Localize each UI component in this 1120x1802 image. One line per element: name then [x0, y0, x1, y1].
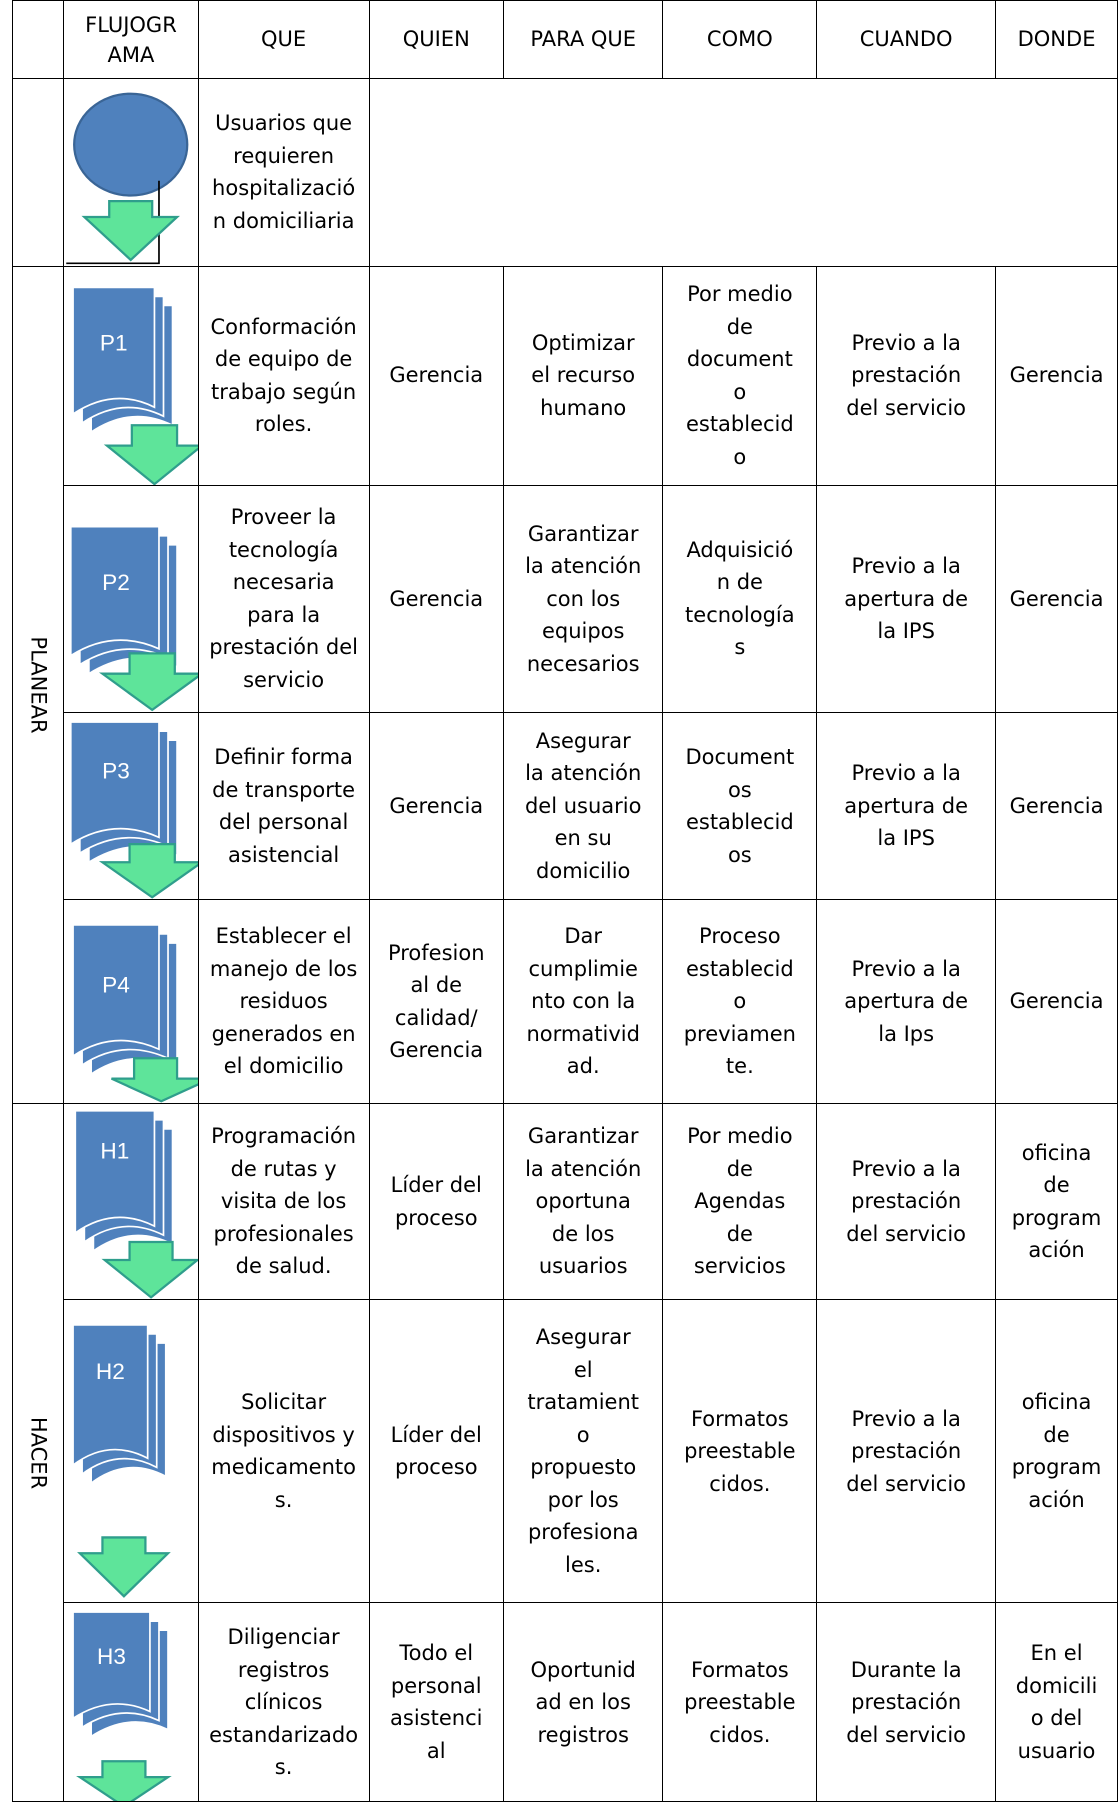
cuando-p4: Previo a la apertura de la Ips — [817, 900, 996, 1103]
step-row-p4 — [13, 900, 1118, 1103]
flow-cell-p1 — [64, 266, 198, 485]
down-arrow-icon — [85, 201, 178, 260]
flow-cell-p3 — [64, 712, 198, 900]
como-h1: Por medio de Agendas de servicios — [663, 1103, 817, 1300]
quien-p4: Profesion al de calidad/ Gerencia — [369, 900, 503, 1103]
flow-shape-h2 — [64, 1300, 197, 1602]
down-arrow-icon — [80, 1538, 168, 1597]
que-p2: Proveer la tecnología necesaria para la prestación del servicio — [198, 485, 369, 712]
down-arrow-icon — [103, 844, 198, 897]
process-table — [12, 0, 1118, 1802]
down-arrow-icon — [105, 1242, 198, 1297]
start-terminator-icon — [74, 94, 187, 196]
step-row-p1 — [13, 266, 1118, 485]
para-que-h2: Asegurar el tratamient o propuesto por los profesiona les. — [503, 1300, 662, 1603]
como-p4: Proceso establecid o previamen te. — [663, 900, 817, 1103]
down-arrow-icon — [112, 1059, 198, 1102]
flow-cell-h1 — [64, 1103, 198, 1300]
header-phase — [13, 1, 64, 79]
quien-h2: Líder del proceso — [369, 1300, 503, 1603]
que-h3: Diligenciar registros clínicos estandarizado s. — [198, 1603, 369, 1802]
step-code: P2 — [102, 569, 131, 595]
donde-h2: oficina de program ación — [996, 1300, 1118, 1603]
step-code: P1 — [100, 330, 128, 356]
start-empty-cell — [369, 79, 1117, 267]
como-p3: Document os establecid os — [663, 712, 817, 900]
step-code: H1 — [100, 1138, 130, 1164]
como-p1: Por medio de document o establecid o — [663, 266, 817, 485]
flow-shape-p1 — [64, 267, 197, 485]
header-cuando: CUANDO — [817, 1, 996, 79]
como-p2: Adquisició n de tecnología s — [663, 485, 817, 712]
header-como: COMO — [663, 1, 817, 79]
header-donde: DONDE — [996, 1, 1118, 79]
flow-cell-p2 — [64, 485, 198, 712]
para-que-h3: Oportunid ad en los registros — [503, 1603, 662, 1802]
flow-shape-h1 — [64, 1104, 197, 1300]
como-h3: Formatos preestable cidos. — [663, 1603, 817, 1802]
flow-cell-p4 — [64, 900, 198, 1103]
donde-h3: En el domicili o del usuario — [996, 1603, 1118, 1802]
que-p4: Establecer el manejo de los residuos generados en el domicilio — [198, 900, 369, 1103]
cuando-h1: Previo a la prestación del servicio — [817, 1103, 996, 1300]
quien-p3: Gerencia — [369, 712, 503, 900]
para-que-h1: Garantizar la atención oportuna de los usuarios — [503, 1103, 662, 1300]
step-code: P4 — [102, 973, 131, 999]
quien-h1: Líder del proceso — [369, 1103, 503, 1300]
que-p1: Conformación de equipo de trabajo según roles. — [198, 266, 369, 485]
step-code: H3 — [97, 1644, 127, 1670]
flow-shape-p2 — [64, 486, 197, 712]
para-que-p1: Optimizar el recurso humano — [503, 266, 662, 485]
step-row-p3 — [13, 712, 1118, 900]
flow-shape-p3 — [64, 713, 197, 900]
donde-p1: Gerencia — [996, 266, 1118, 485]
como-h2: Formatos preestable cidos. — [663, 1300, 817, 1603]
donde-p4: Gerencia — [996, 900, 1118, 1103]
phase-hacer — [13, 1103, 64, 1801]
step-row-h3 — [13, 1603, 1118, 1802]
phase-label: PLANEAR — [26, 636, 51, 734]
start-phase-cell — [13, 79, 64, 267]
start-row — [13, 79, 1118, 267]
start-que: Usuarios que requieren hospitalizació n domiciliaria — [198, 79, 369, 267]
flow-cell-h2 — [64, 1300, 198, 1603]
para-que-p3: Asegurar la atención del usuario en su domicilio — [503, 712, 662, 900]
header-para-que: PARA QUE — [503, 1, 662, 79]
que-p3: Definir forma de transporte del personal asistencial — [198, 712, 369, 900]
quien-h3: Todo el personal asistenci al — [369, 1603, 503, 1802]
donde-p2: Gerencia — [996, 485, 1118, 712]
header-que: QUE — [198, 1, 369, 79]
quien-p2: Gerencia — [369, 485, 503, 712]
start-flow-shape — [64, 79, 197, 266]
para-que-p4: Dar cumplimie nto con la normativid ad. — [503, 900, 662, 1103]
flow-shape-p4 — [64, 900, 197, 1102]
cuando-p1: Previo a la prestación del servicio — [817, 266, 996, 485]
header-quien: QUIEN — [369, 1, 503, 79]
flow-shape-h3 — [64, 1603, 197, 1801]
step-row-p2 — [13, 485, 1118, 712]
header-flujograma: FLUJOGR AMA — [64, 1, 198, 79]
cuando-p2: Previo a la apertura de la IPS — [817, 485, 996, 712]
flow-cell-h3 — [64, 1603, 198, 1802]
phase-label: HACER — [26, 1416, 51, 1489]
start-flow-cell — [64, 79, 198, 267]
header-row — [13, 1, 1118, 79]
donde-h1: oficina de program ación — [996, 1103, 1118, 1300]
que-h2: Solicitar dispositivos y medicamento s. — [198, 1300, 369, 1603]
down-arrow-icon — [80, 1762, 168, 1802]
donde-p3: Gerencia — [996, 712, 1118, 900]
phase-planear — [13, 266, 64, 1103]
cuando-h3: Durante la prestación del servicio — [817, 1603, 996, 1802]
cuando-p3: Previo a la apertura de la IPS — [817, 712, 996, 900]
para-que-p2: Garantizar la atención con los equipos necesarios — [503, 485, 662, 712]
quien-p1: Gerencia — [369, 266, 503, 485]
step-code: P3 — [102, 758, 131, 784]
step-row-h1 — [13, 1103, 1118, 1300]
step-code: H2 — [96, 1359, 126, 1385]
que-h1: Programación de rutas y visita de los profesionales de salud. — [198, 1103, 369, 1300]
down-arrow-icon — [107, 425, 197, 484]
step-row-h2 — [13, 1300, 1118, 1603]
cuando-h2: Previo a la prestación del servicio — [817, 1300, 996, 1603]
